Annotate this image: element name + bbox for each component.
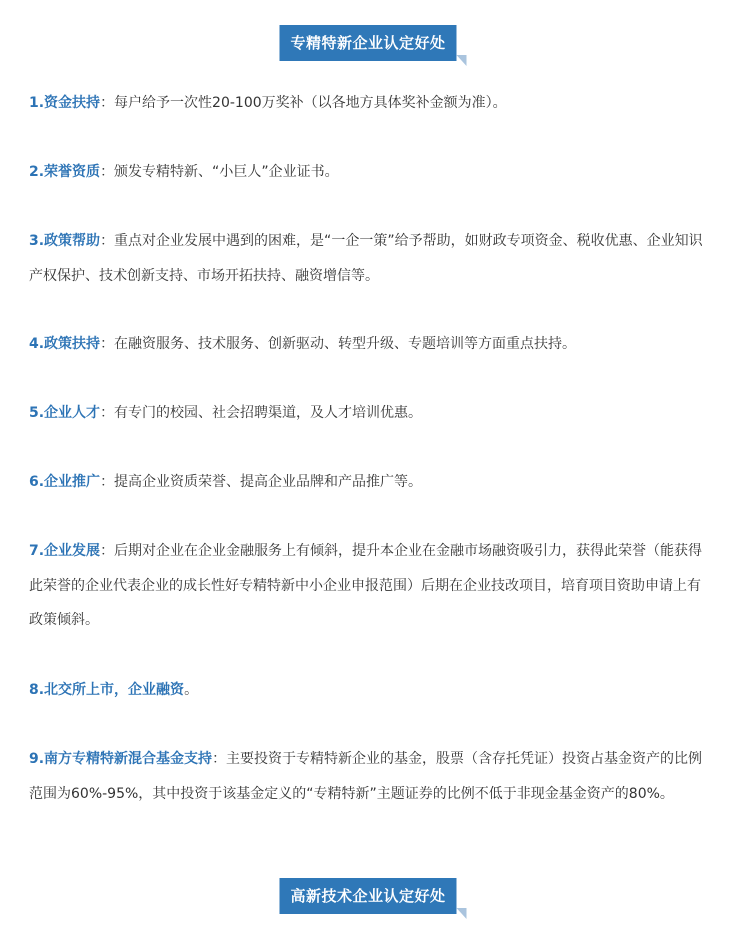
list-item — [29, 86, 709, 121]
item-label: 9.南方专精特新混合基金支持 — [29, 751, 213, 767]
section-banner-top: 专精特新企业认定好处 — [279, 25, 456, 61]
list-item — [29, 534, 709, 638]
item-text: ：重点对企业发展中遇到的困难，是“一企一策”给予帮助，如财政专项资金、税收优惠、企业知识产权保护、技术创新支持、市场开拓扶持、融资增信等。 — [29, 233, 703, 284]
item-text: ：主要投资于专精特新企业的基金，股票（含存托凭证）投资占基金资产的比例范围为60%-95%，其中投资于该基金定义的“专精特新”主题证券的比例不低于非现金基金资产的80%。 — [29, 751, 703, 802]
list-item — [29, 742, 709, 811]
item-text: ：每户给予一次性20-100万奖补（以各地方具体奖补金额为准）。 — [100, 95, 507, 111]
item-text: ：后期对企业在企业金融服务上有倾斜，提升本企业在金融市场融资吸引力，获得此荣誉（能获得此荣誉的企业代表企业的成长性好专精特新中小企业申报范围）后期在企业技改项目，培育项目资助申请上有政策倾斜。 — [29, 543, 703, 628]
item-label: 3.政策帮助 — [29, 233, 101, 249]
item-label: 2.荣誉资质 — [29, 164, 101, 180]
item-text: 。 — [184, 682, 199, 698]
item-label: 7.企业发展 — [29, 543, 101, 559]
list-item — [29, 396, 709, 431]
item-label: 4.政策扶持 — [29, 336, 101, 352]
item-text: ：在融资服务、技术服务、创新驱动、转型升级、专题培训等方面重点扶持。 — [100, 336, 577, 352]
item-label: 8.北交所上市，企业融资 — [29, 682, 185, 698]
list-item — [29, 673, 709, 708]
list-item — [29, 327, 709, 362]
item-label: 1.资金扶持 — [29, 95, 101, 111]
list-item — [29, 465, 709, 500]
list-item — [29, 224, 709, 293]
item-text: ：颁发专精特新、“小巨人”企业证书。 — [100, 164, 339, 180]
item-label: 5.企业人才 — [29, 405, 101, 421]
list-item — [29, 155, 709, 190]
item-label: 6.企业推广 — [29, 474, 101, 490]
section-banner-bottom: 高新技术企业认定好处 — [279, 878, 456, 914]
item-text: ：提高企业资质荣誉、提高企业品牌和产品推广等。 — [100, 474, 423, 490]
item-text: ：有专门的校园、社会招聘渠道，及人才培训优惠。 — [100, 405, 423, 421]
